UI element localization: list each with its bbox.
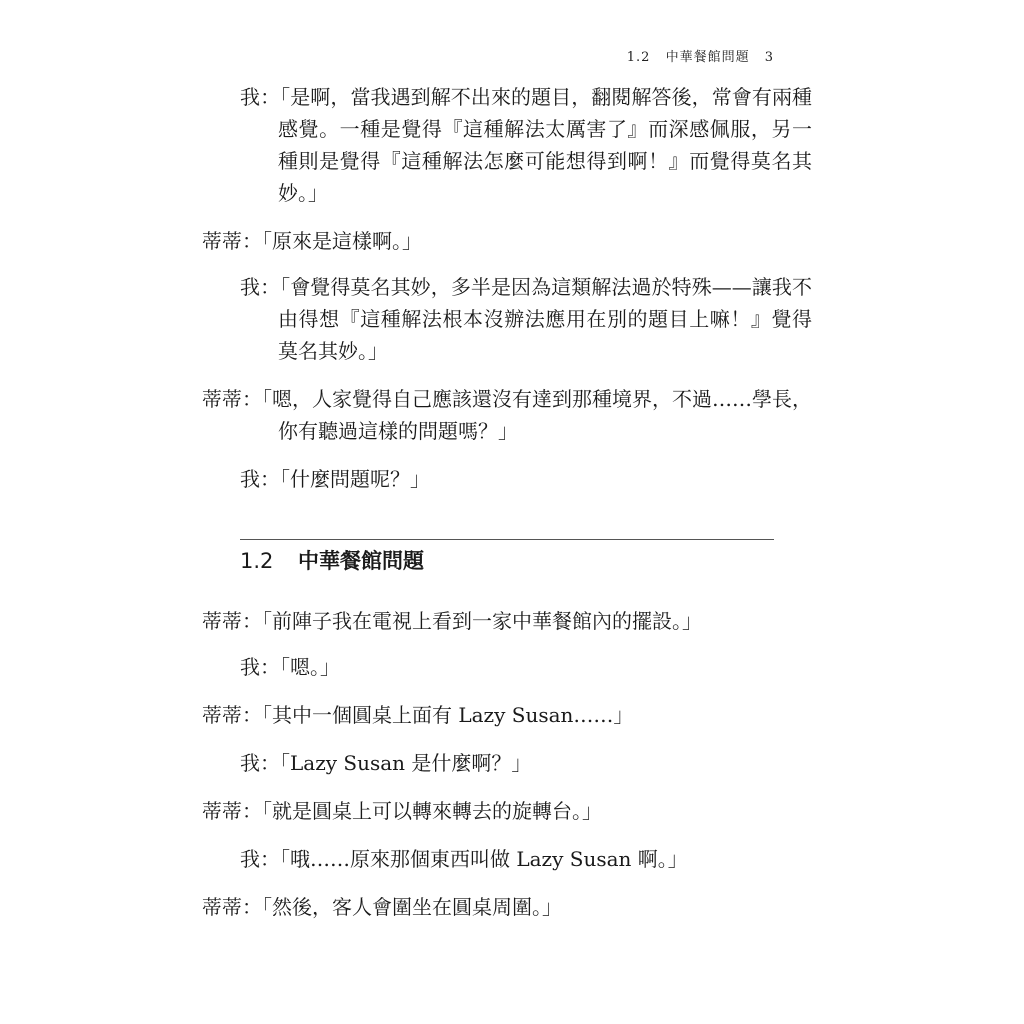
dialogue-text: 「嗯。」 bbox=[280, 655, 340, 679]
dialogue-text: 「哦……原來那個東西叫做 Lazy Susan 啊。」 bbox=[280, 847, 688, 871]
section-divider bbox=[240, 539, 774, 540]
speaker-label: 我： bbox=[240, 467, 280, 491]
dialogue-text: 「前陣子我在電視上看到一家中華餐館內的擺設。」 bbox=[262, 609, 702, 633]
running-header bbox=[627, 46, 774, 65]
dialogue-text: 「原來是這樣啊。」 bbox=[262, 229, 422, 253]
header-section-number: 1.2 bbox=[626, 50, 651, 65]
dialogue-line bbox=[240, 81, 812, 209]
dialogue-line bbox=[240, 747, 812, 779]
dialogue-line bbox=[202, 225, 812, 257]
page-number: 3 bbox=[764, 50, 774, 65]
speaker-label: 我： bbox=[240, 275, 281, 299]
dialogue-line bbox=[240, 463, 812, 495]
section-number: 1.2 bbox=[240, 549, 274, 573]
dialogue-line bbox=[202, 891, 812, 923]
speaker-label: 蒂蒂： bbox=[202, 609, 262, 633]
dialogue-text: 「其中一個圓桌上面有 Lazy Susan……」 bbox=[262, 703, 634, 727]
speaker-label: 我： bbox=[240, 85, 281, 109]
dialogue-line bbox=[240, 843, 812, 875]
dialogue-line bbox=[202, 383, 812, 447]
dialogue-text: 「什麼問題呢？」 bbox=[280, 467, 430, 491]
dialogue-line bbox=[240, 271, 812, 367]
speaker-label: 蒂蒂： bbox=[202, 799, 262, 823]
speaker-label: 我： bbox=[240, 847, 280, 871]
dialogue-text: 「會覺得莫名其妙，多半是因為這類解法過於特殊——讓我不由得想『這種解法根本沒辦法應用在別的題目上嘛！』覺得莫名其妙。」 bbox=[278, 275, 813, 363]
dialogue-line bbox=[202, 795, 812, 827]
speaker-label: 蒂蒂： bbox=[202, 895, 262, 919]
speaker-label: 我： bbox=[240, 655, 280, 679]
dialogue-text: 「Lazy Susan 是什麼啊？」 bbox=[280, 751, 532, 775]
dialogue-line bbox=[202, 699, 812, 731]
speaker-label: 蒂蒂： bbox=[202, 703, 262, 727]
dialogue-text: 「是啊，當我遇到解不出來的題目，翻閱解答後，常會有兩種感覺。一種是覺得『這種解法太厲害了』而深感佩服，另一種則是覺得『這種解法怎麼可能想得到啊！』而覺得莫名其妙。」 bbox=[278, 85, 813, 205]
section-heading bbox=[240, 546, 424, 576]
speaker-label: 蒂蒂： bbox=[202, 387, 262, 411]
section-title: 中華餐館問題 bbox=[298, 549, 424, 573]
header-section-title: 中華餐館問題 bbox=[665, 50, 750, 65]
dialogue-line bbox=[202, 605, 812, 637]
dialogue-line bbox=[240, 651, 812, 683]
dialogue-text: 「就是圓桌上可以轉來轉去的旋轉台。」 bbox=[262, 799, 602, 823]
speaker-label: 蒂蒂： bbox=[202, 229, 262, 253]
dialogue-text: 「然後，客人會圍坐在圓桌周圍。」 bbox=[262, 895, 562, 919]
speaker-label: 我： bbox=[240, 751, 280, 775]
dialogue-text: 「嗯，人家覺得自己應該還沒有達到那種境界，不過……學長，你有聽過這樣的問題嗎？」 bbox=[262, 387, 812, 443]
